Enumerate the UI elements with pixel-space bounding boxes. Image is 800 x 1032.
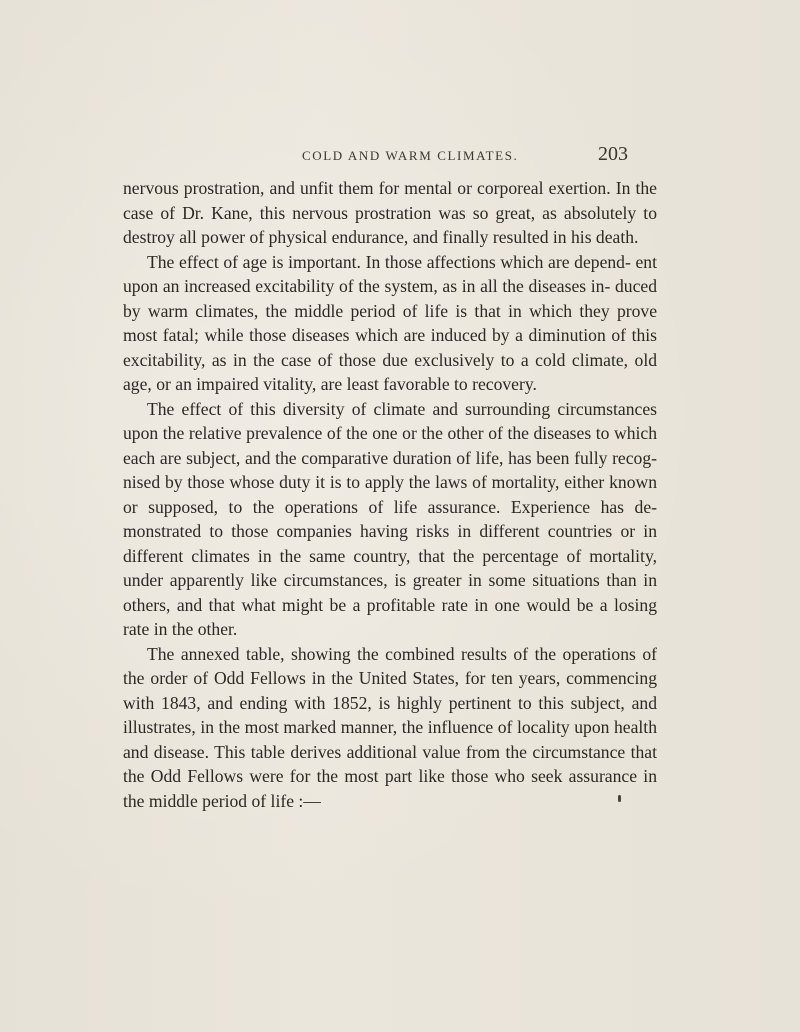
paragraph-2: The effect of age is important. In those affections which are depend- ent upon an increased excitability of the system, as in all the diseases in- duced by warm climates, the middle period of life is that in which they prove most fatal; while those diseases which are induced by a diminution of this excitability, as in the case of those due exclusively to a cold climate, old age, or an impaired vitality, are least favorable to recovery.	[123, 251, 657, 394]
paragraph-4: The annexed table, showing the combined results of the operations of the order of Odd Fellows in the United States, for ten years, commencing with 1843, and ending with 1852, is highly pertinent to this subject, and illustrates, in the most marked manner, the influence of locality upon health and disease. This table derives additional value from the circumstance that the Odd Fellows were for the most part like those who seek assurance in the middle period of life :—	[123, 643, 657, 811]
paragraph-3: The effect of this diversity of climate and surrounding circumstances upon the relative prevalence of the one or the other of the diseases to which each are subject, and the comparative duration of life, has been fully recog- nised by those whose duty it is to apply the laws of mortality, either known or supposed, to the operations of life assurance. Experience has de- monstrated to those companies having risks in different countries or in different climates in the same country, that the percentage of mortality, under apparently like circumstances, is greater in some situations than in others, and that what might be a profitable rate in one would be a losing rate in the other.	[123, 398, 657, 639]
page-number: 203	[598, 143, 628, 165]
running-head	[0, 143, 800, 172]
body-text	[123, 176, 657, 813]
running-title: COLD AND WARM CLIMATES.	[302, 148, 519, 163]
ink-speck	[618, 795, 621, 802]
paragraph-1: nervous prostration, and unfit them for mental or corporeal exertion. In the case of Dr. Kane, this nervous prostration was so great, as absolutely to destroy all power of physical endurance, and finally resulted in his death.	[123, 178, 657, 247]
